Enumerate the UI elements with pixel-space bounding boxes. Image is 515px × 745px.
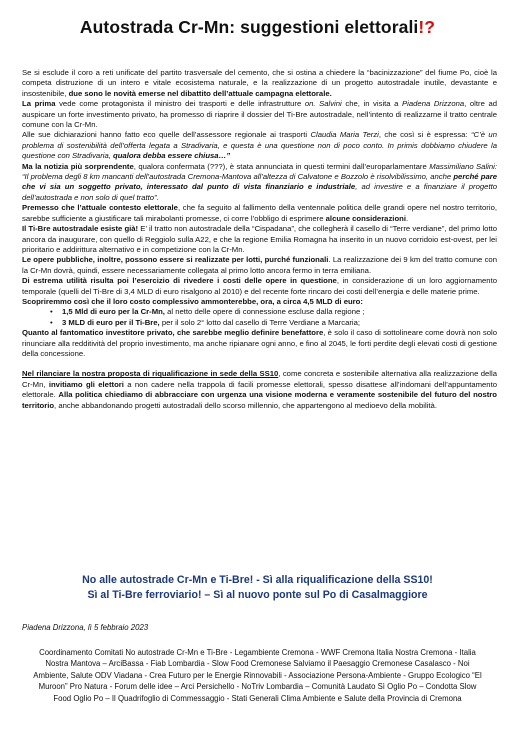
cost-list-item: • 1,5 Mld di euro per la Cr-Mn, al netto delle opere di connessione escluse dalla regione ; (50, 307, 365, 317)
dateline: Piadena Drizzona, lì 5 febbraio 2023 (22, 623, 149, 632)
paragraph-proposal: Nel rilanciare la nostra proposta di riqualificazione in sede della SS10, come concreta e sostenibile alternativa alla realizzazione della Cr-Mn, invitiamo gli elettori a non cadere nella trappola di facili promesse elettorali, spesso disattese all’indomani dell’appuntamento elettorale. Alla politica chiediamo di abbracciare con urgenza una visione moderna e veramente sostenibile del futuro del nostro territorio, anche abbandonando progetti autostradali dello scorso millennio, che appartengono al medioevo della mobilità. (22, 369, 497, 410)
title-text: Autostrada Cr-Mn: suggestioni elettorali (79, 17, 419, 37)
cost-list-item: • 3 MLD di euro per il Ti-Bre, per il solo 2° lotto dal casello di Terre Verdiane a Marcaria; (50, 317, 361, 327)
paragraph-first-news: La prima vede come protagonista il ministro dei trasporti e delle infrastrutture on. Salvini che, in visita a Piadena Drizzona, oltre ad auspicare un forte investimento privato, ha promesso di riaprire il dossier del Ti-Bre autostradale, nell’intento di realizzarne il tratto centrale comune con la Cr-Mn. (22, 99, 497, 130)
paragraph-salini-quote: Ma la notizia più sorprendente, qualora confermata (???), è stata annunciata in questi termini dall’europarlamentare Massimiliano Salini: “Il problema degli 8 km mancanti dell’autostrada Cremona-Mantova all’altezza di Calvatone e Bozzolo è risolvibilissimo, anche perché pare che vi sia un soggetto privato, interessato dal punto di vista finanziario e industriale, ad investire e a finanziare il progetto dell’autostrada e non solo di quel tratto”. (22, 161, 497, 202)
slogan-line: No alle autostrade Cr-Mn e Ti-Bre! - Sì alla riqualificazione della SS10! (82, 574, 433, 586)
paragraph-total-cost: Scopriremmo così che il loro costo complessivo ammonterebbe, ora, a circa 4,5 MLD di euro: (22, 296, 363, 306)
slogan-line: Sì al Ti-Bre ferroviario! – Sì al nuovo ponte sul Po di Casalmaggiore (87, 589, 428, 601)
title-accent: !? (418, 17, 436, 37)
cost-list (22, 307, 497, 328)
signatories: Coordinamento Comitati No autostrade Cr-Mn e Ti-Bre - Legambiente Cremona - WWF Cremona Italia Nostra Cremona - Italia Nostra Mantova – ArciBassa - Fiab Lombardia - Slow Food Cremonese Salviamo il Paesaggio Cremonese Casalasco - Noi Ambiente, Salute ODV Viadana - Crea Futuro per le Energie Rinnovabili - Associazione Persona-Ambiente - Gruppo Ecologico “El Muroon” Pro Natura - Forum delle idee – Arci Persichello - NoTriv Lombardia – Comunità Laudato Sì Oglio Po – Condotta Slow Food Oglio Po – Il Quadrifoglio di Commessaggio - Stati Generali Clima Ambiente e Salute della Provincia di Cremona (33, 648, 482, 703)
paragraph-costs: Di estrema utilità risulta poi l’esercizio di rivedere i costi delle opere in questione, in considerazione di un loro aggiornamento temporale (quelli del Ti-Bre di 3,4 MLD di euro risalgono al 2010) e del recente forte rincaro dei costi dell’energia e delle materie prime. (22, 276, 497, 296)
bullet-icon: • (50, 307, 53, 317)
body-text (22, 68, 497, 411)
paragraph-gap (22, 359, 497, 369)
document-title (0, 17, 515, 38)
slogans (0, 573, 515, 603)
paragraph-tibre: Il Ti-Bre autostradale esiste già! E’ il tratto non autostradale della “Cispadana”, che collegherà il casello di “Terre verdiane”, del primo lotto ancora da inaugurare, con quello di Reggiolo sulla A22, e che la regione Emilia Romagna ha inserito in un nuovo corridoio est-ovest, per lei prioritario e addirittura alternativo e in competizione con la Cr-Mn. (22, 224, 497, 254)
paragraph-premise: Premesso che l’attuale contesto elettorale, che fa seguito al fallimento della ventennale politica delle grandi opere nel nostro territorio, sarebbe sufficiente a giustificare tali mirabolanti promesse, ci corre l’obbligo di esprimere alcune considerazioni. (22, 203, 497, 223)
paragraph-intro: Se si esclude il coro a reti unificate del partito trasversale del cemento, che si ostina a chiedere la “bacinizzazione” del fiume Po, cioè la competa distruzione di un intero e vitale ecosistema naturale, e la realizzazione di un progetto autostradale inutile, devastante e insostenibile, due sono le novità emerse nel dibattito dell’attuale campagna elettorale. (22, 68, 497, 98)
paragraph-lots: Le opere pubbliche, inoltre, possono essere si realizzate per lotti, purché funzionali. La realizzazione dei 9 km del tratto comune con la Cr-Mn dovrà, quindi, essere necessariamente collegata al primo lotto ancora fermo in terra emiliana. (22, 255, 497, 275)
bullet-icon: • (50, 317, 53, 327)
paragraph-terzi-quote: Alle sue dichiarazioni hanno fatto eco quelle dell’assessore regionale ai trasporti Claudia Maria Terzi, che così si è espressa: “C’è un problema di sostenibilità dell’offerta legata a Stradivaria, e questa è una questione non di poco conto. In primis dobbiamo chiudere la questione con Stradivaria, qualora debba essere chiusa…” (22, 130, 497, 161)
paragraph-investor: Quanto al fantomatico investitore privato, che sarebbe meglio definire benefattore, è solo il caso di sottolineare come dovrà non solo rinunciare alla redditività del proprio investimento, ma anche ripianare ogni anno, e fino al 2045, le forti perdite degli elevati costi di gestione della concessione. (22, 328, 497, 358)
